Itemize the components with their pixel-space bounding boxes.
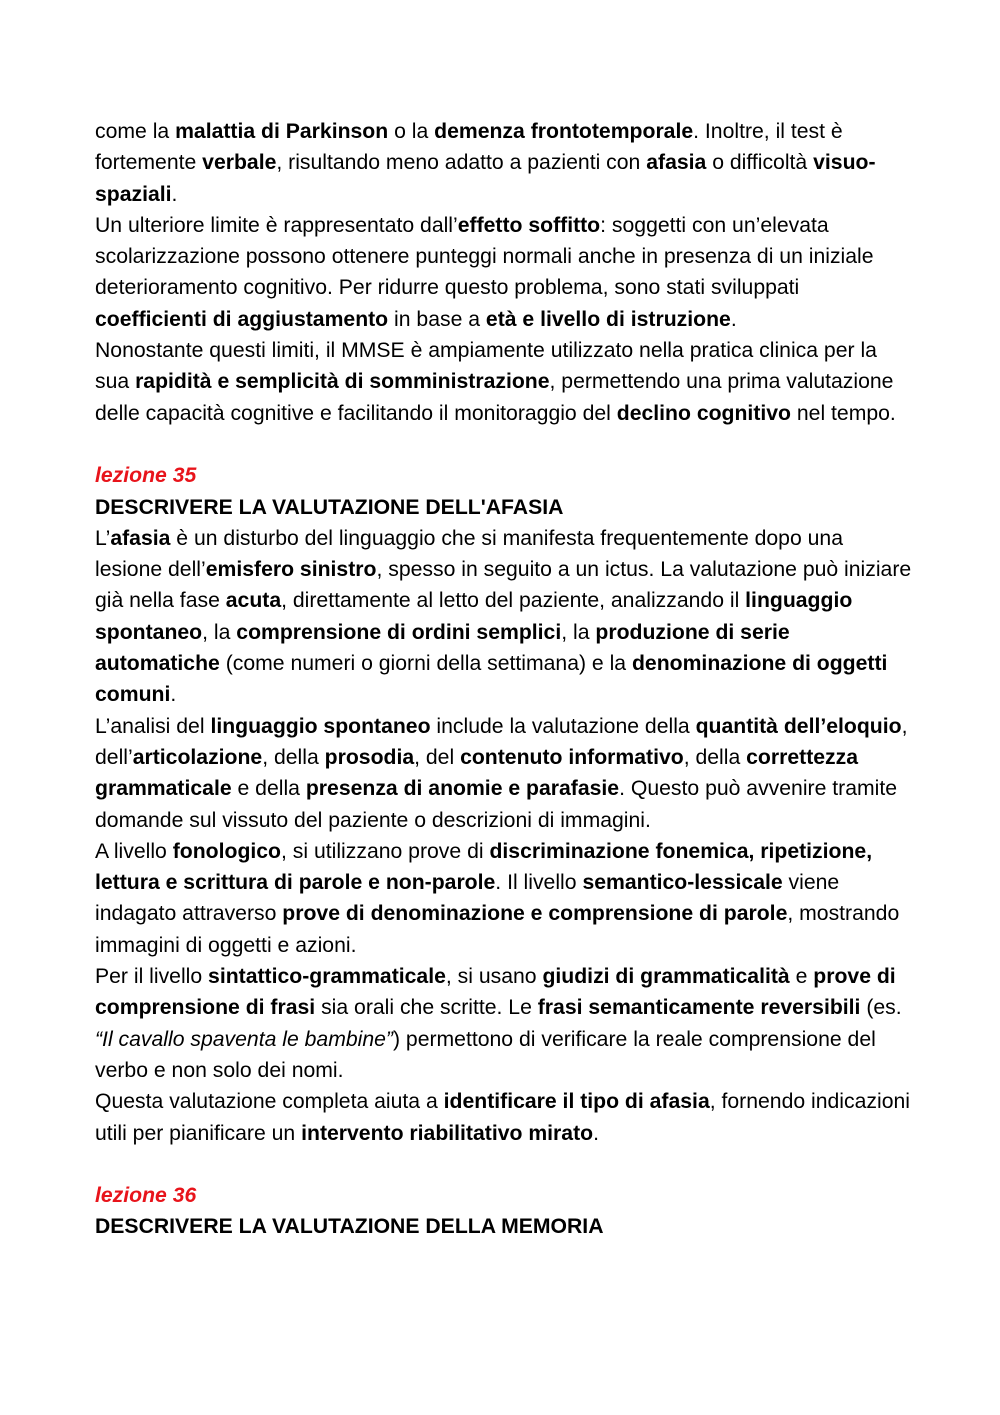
body-paragraph — [95, 116, 915, 210]
text-run: . — [171, 182, 178, 206]
bold-term: correttezza grammaticale — [95, 745, 859, 801]
document-page — [95, 116, 915, 1243]
text-run: , dell’ — [95, 714, 908, 769]
bold-term: prosodia — [324, 745, 415, 769]
bold-term: età e livello di istruzione — [485, 307, 731, 331]
text-run: o la — [388, 120, 435, 143]
text-run: , la — [561, 620, 596, 644]
bold-term: linguaggio spontaneo — [95, 589, 853, 644]
text-run: , mostrando immagini di oggetti e azioni. — [95, 902, 900, 957]
text-run: . — [170, 683, 177, 707]
text-run: , la — [202, 620, 237, 644]
section-heading: DESCRIVERE LA VALUTAZIONE DELL'AFASIA — [95, 495, 564, 519]
bold-term: linguaggio spontaneo — [210, 714, 431, 738]
bold-term: contenuto informativo — [460, 745, 684, 769]
text-run: , del — [414, 745, 461, 769]
section-spacer — [95, 429, 915, 460]
bold-term: fonologico — [172, 839, 281, 863]
lesson-label: lezione 35 — [95, 464, 197, 488]
text-run: , della — [262, 745, 325, 769]
text-run: , della — [683, 745, 747, 769]
bold-term: acuta — [225, 589, 282, 613]
text-run: (come numeri o giorni della settimana) e la — [219, 652, 632, 676]
text-run: nel tempo. — [790, 401, 896, 425]
text-run: Un ulteriore limite è rappresentato dall’ — [95, 213, 458, 237]
bold-term: denominazione di oggetti comuni — [95, 652, 888, 707]
body-paragraph — [95, 523, 915, 711]
bold-term: coefficienti di aggiustamento — [95, 307, 389, 331]
bold-term: presenza di anomie e parafasie — [305, 777, 620, 801]
text-run: . — [730, 307, 737, 331]
bold-term: prove di denominazione e comprensione di parole — [282, 902, 788, 926]
bold-term: comprensione di ordini semplici — [236, 620, 562, 644]
text-run: L’ — [95, 526, 111, 550]
bold-term: discriminazione fonemica, ripetizione, lettura e scrittura di parole e non-parole — [95, 839, 873, 895]
bold-term: intervento riabilitativo mirato — [301, 1121, 594, 1145]
text-run: , spesso in seguito a un ictus. La valutazione può iniziare già nella fase — [95, 558, 912, 613]
body-paragraph — [95, 1086, 915, 1149]
text-run: e — [789, 965, 814, 989]
text-run: ) permettono di verificare la reale comprensione del verbo e non solo dei nomi. — [95, 1027, 876, 1082]
text-run: A livello — [95, 839, 173, 863]
body-paragraph — [95, 836, 915, 961]
text-run: in base a — [388, 307, 486, 331]
text-run: , risultando meno adatto a pazienti con — [276, 151, 647, 175]
text-run: , si usano — [445, 965, 543, 989]
text-run: . Il livello — [495, 871, 583, 895]
text-run: . Inoltre, il test è fortemente — [95, 120, 843, 175]
bold-term: demenza frontotemporale — [434, 120, 694, 143]
text-run: Nonostante questi limiti, il MMSE è ampiamente utilizzato nella pratica clinica per la sua — [95, 339, 877, 394]
lesson-label: lezione 36 — [95, 1184, 197, 1208]
text-run: (es. — [860, 996, 902, 1020]
section-heading: DESCRIVERE LA VALUTAZIONE DELLA MEMORIA — [95, 1215, 604, 1239]
body-paragraph — [95, 210, 915, 335]
text-run: L’analisi del — [95, 714, 211, 738]
text-run: come la — [95, 120, 176, 143]
text-run: include la valutazione della — [430, 714, 696, 738]
bold-term: visuo-spaziali — [95, 151, 876, 206]
bold-term: declino cognitivo — [616, 401, 791, 425]
text-run: : soggetti con un’elevata scolarizzazione possono ottenere punteggi normali anche in presenza di un iniziale deterioramento cognitivo. Per ridurre questo problema, sono stati sviluppati — [95, 213, 874, 300]
bold-term: semantico-lessicale — [582, 871, 783, 895]
bold-term: emisfero sinistro — [205, 558, 377, 582]
bold-term: rapidità e semplicità di somministrazione — [135, 370, 550, 394]
body-paragraph — [95, 711, 915, 836]
text-run: e della — [231, 777, 306, 801]
bold-term: articolazione — [132, 745, 263, 769]
bold-term: prove di comprensione di frasi — [95, 965, 896, 1020]
bold-term: afasia — [646, 151, 707, 175]
text-run: , permettendo una prima valutazione delle capacità cognitive e facilitando il monitoraggio del — [95, 370, 894, 425]
body-paragraph — [95, 335, 915, 429]
text-run: . — [593, 1121, 599, 1145]
bold-term: effetto soffitto — [457, 213, 601, 237]
bold-term: identificare il tipo di afasia — [443, 1090, 710, 1114]
text-run: sia orali che scritte. Le — [315, 996, 538, 1020]
text-run: è un disturbo del linguaggio che si manifesta frequentemente dopo una lesione dell’ — [95, 526, 843, 582]
body-paragraph — [95, 961, 915, 1086]
text-run: , fornendo indicazioni utili per pianificare un — [95, 1090, 910, 1145]
bold-term: produzione di serie automatiche — [95, 620, 790, 676]
bold-term: sintattico-grammaticale — [208, 965, 446, 989]
text-run: Per il livello — [95, 965, 209, 989]
text-run: viene indagato attraverso — [95, 871, 840, 926]
bold-term: giudizi di grammaticalità — [542, 965, 790, 989]
bold-term: verbale — [202, 151, 277, 175]
bold-term: afasia — [110, 526, 171, 550]
bold-term: quantità dell’eloquio — [695, 714, 902, 738]
text-run: , si utilizzano prove di — [281, 839, 490, 863]
bold-term: malattia di Parkinson — [175, 120, 389, 143]
section-spacer — [95, 1149, 915, 1180]
bold-term: frasi semanticamente reversibili — [537, 996, 861, 1020]
text-run: , direttamente al letto del paziente, analizzando il — [281, 589, 746, 613]
text-run: o difficoltà — [706, 151, 814, 175]
text-run: . Questo può avvenire tramite domande sul vissuto del paziente o descrizioni di immagini. — [95, 777, 898, 832]
italic-quote: “Il cavallo spaventa le bambine” — [95, 1027, 393, 1051]
text-run: Questa valutazione completa aiuta a — [95, 1090, 444, 1114]
